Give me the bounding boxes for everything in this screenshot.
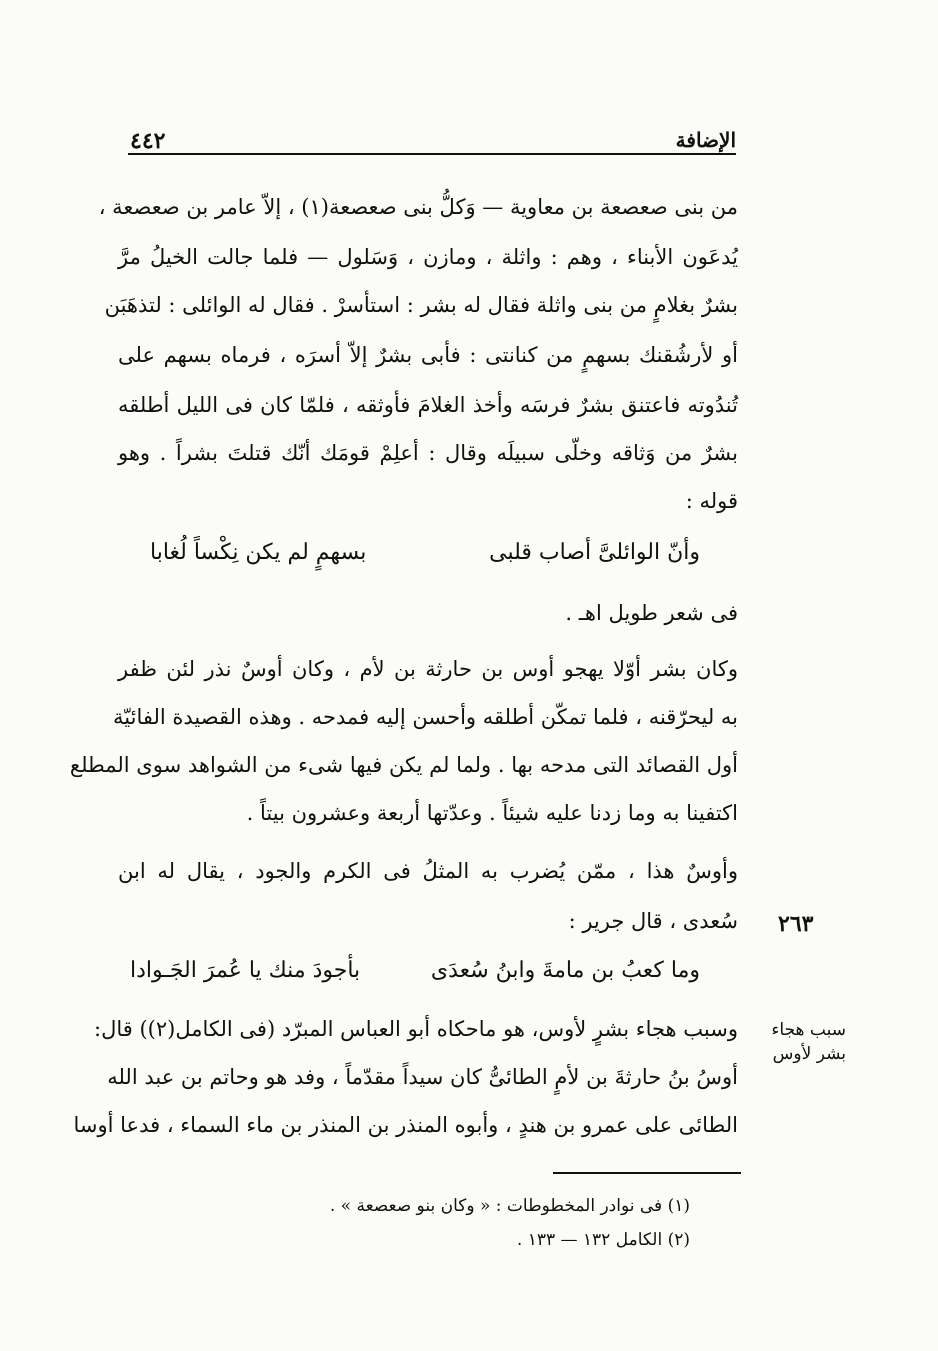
body-line: أول القصائد التى مدحه بها . ولما لم يكن فيها شىء من الشواهد سوى المطلع: [69, 753, 738, 777]
body-line: من بنى صعصعة بن معاوية — وَكلُّ بنى صعصعة(١) ، إلاّ عامر بن صعصعة ،: [98, 195, 738, 219]
body-line: وكان بشر أوّلا يهجو أوس بن حارثة بن لأم ، وكان أوسٌ نذر لئن ظفر: [118, 657, 738, 681]
body-line: اكتفينا به وما زدنا عليه شيئاً . وعدّتها أربعة وعشرون بيتاً .: [246, 801, 738, 825]
verse-hemistich-2: بأجودَ منك يا عُمرَ الجَـوادا: [130, 958, 361, 983]
body-line: يُدعَون الأبناء ، وهم : واثلة ، ومازن ، وَسَلول — فلما جالت الخيلُ مرَّ: [118, 245, 738, 269]
footnote: (١) فى نوادر المخطوطات : « وكان بنو صعصعة » .: [329, 1196, 690, 1216]
verse-hemistich-2: بسهمٍ لم يكن نِكْساً لُغابا: [150, 540, 367, 565]
chapter-title: الإضافة: [675, 128, 736, 152]
body-line: به ليحرّقنه ، فلما تمكّن أطلقه وأحسن إليه فمدحه . وهذه القصيدة الفائيّة: [113, 705, 738, 729]
body-line: وأوسٌ هذا ، ممّن يُضرب به المثلُ فى الكرم والجود ، يقال له ابن: [118, 859, 738, 883]
body-line: فى شعر طويل اهـ .: [565, 601, 738, 625]
body-line: الطائى على عمرو بن هندٍ ، وأبوه المنذر بن المنذر بن ماء السماء ، فدعا أوسا: [73, 1113, 738, 1137]
body-line: أوسُ بنُ حارثةَ بن لأمٍ الطائىُّ كان سيداً مقدّماً ، وفد هو وحاتم بن عبد الله: [107, 1065, 738, 1089]
page-number: ٤٤٢: [130, 128, 166, 154]
footnote: (٢) الكامل ١٣٢ — ١٣٣ .: [516, 1230, 690, 1250]
verse-hemistich-1: وأنّ الوائلىَّ أصاب قلبى: [489, 540, 700, 565]
body-line: بشرٌ بغلامٍ من بنى واثلة فقال له بشر : استأسرْ . فقال له الوائلى : لتذهَبَن: [104, 293, 738, 317]
body-line: سُعدى ، قال جرير :: [568, 909, 738, 933]
footnote-rule: [553, 1172, 741, 1174]
body-line: بشرٌ من وَثاقه وخلّى سبيلَه وقال : أعلِمْ قومَك أنّك قتلتَ بشراً . وهو: [118, 441, 738, 465]
body-line: وسبب هجاء بشرٍ لأوس، هو ماحكاه أبو العباس المبرّد (فى الكامل(٢)) قال:: [94, 1017, 738, 1041]
verse-hemistich-1: وما كعبُ بن مامةَ وابنُ سُعدَى: [430, 958, 700, 983]
body-line: قوله :: [685, 489, 738, 513]
body-line: أو لأرشُقنك بسهمٍ من كنانتى : فأبى بشرٌ إلاّ أسرَه ، فرماه بسهم على: [118, 343, 738, 367]
margin-note: سبب هجاء بشر لأوس: [771, 1020, 846, 1064]
margin-number: ٢٦٣: [778, 911, 814, 937]
header-rule: [128, 153, 736, 155]
body-line: تُندُوته فاعتنق بشرٌ فرسَه وأخذ الغلامَ فأوثقه ، فلمّا كان فى الليل أطلقه: [118, 393, 738, 417]
